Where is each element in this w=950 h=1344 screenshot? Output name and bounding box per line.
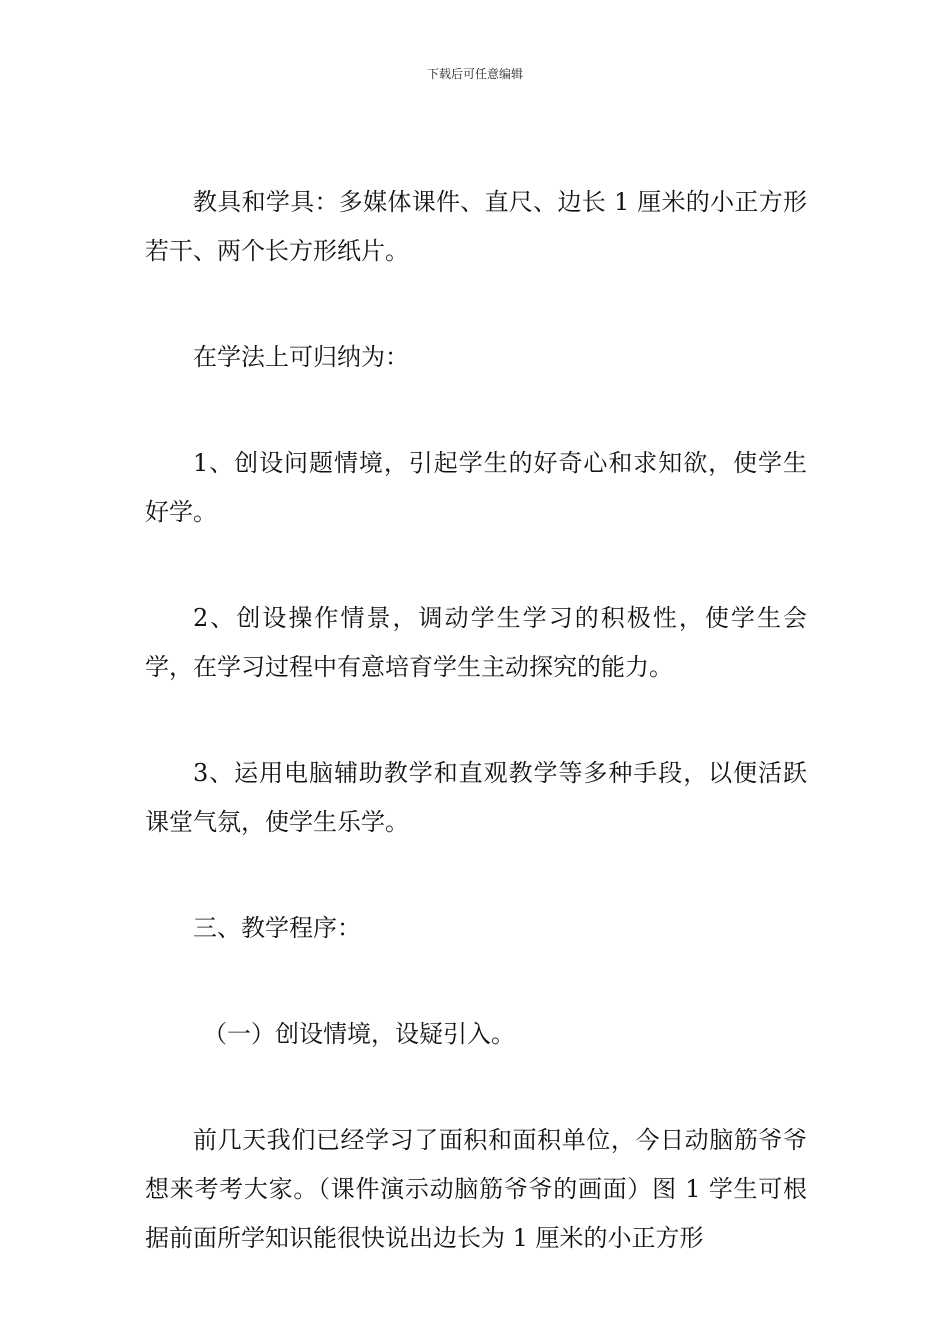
subsection-heading-create-situation: （一）创设情境，设疑引入。 — [203, 1020, 515, 1048]
page-header: 下载后可任意编辑 — [426, 67, 523, 81]
paragraph-method-2: 2、创设操作情景，调动学生学习的积极性，使学生会学，在学习过程中有意培育学生主动探究的能力。 — [145, 604, 807, 681]
paragraph-introduction-activity: 前几天我们已经学习了面积和面积单位，今日动脑筋爷爷想来考考大家。（课件演示动脑筋爷爷的画面）图 1 学生可根据前面所学知识能很快说出边长为 1 厘米的小正方形 — [145, 1126, 807, 1252]
paragraph-teaching-aids: 教具和学具：多媒体课件、直尺、边长 1 厘米的小正方形若干、两个长方形纸片。 — [145, 188, 807, 265]
paragraph-method-3: 3、运用电脑辅助教学和直观教学等多种手段，以便活跃课堂气氛，使学生乐学。 — [145, 759, 807, 836]
section-heading-teaching-procedure: 三、教学程序： — [193, 914, 361, 942]
document-body — [145, 178, 807, 1263]
paragraph-study-method-intro: 在学法上可归纳为： — [193, 343, 409, 371]
paragraph-method-1: 1、创设问题情境，引起学生的好奇心和求知欲，使学生好学。 — [145, 449, 807, 526]
